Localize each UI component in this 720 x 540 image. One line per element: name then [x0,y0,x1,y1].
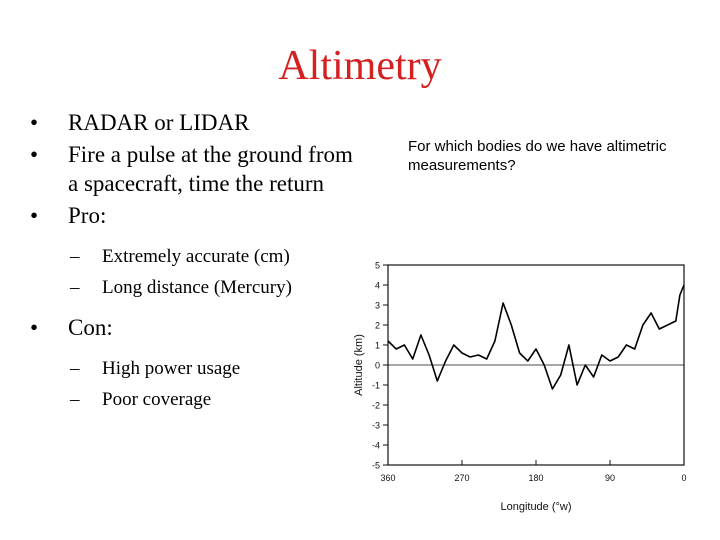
bullet-marker: • [30,142,39,167]
y-tick-label: -5 [371,460,380,471]
sub-bullet-item [70,384,360,415]
x-axis-label: Longitude (°w) [500,501,572,513]
altitude-chart [348,255,698,520]
y-axis-label: Altitude (km) [353,334,365,396]
x-tick-label: 0 [681,473,687,483]
x-tick-label: 270 [454,473,470,483]
slide-title: Altimetry [278,43,442,89]
dash-marker: – [70,246,80,267]
sub-bullet-text: Extremely accurate (cm) [102,246,290,267]
y-axis [372,261,388,471]
x-tick-label: 90 [604,473,616,483]
bullet-list [30,108,360,425]
dash-marker: – [70,358,80,379]
bullet-text: Fire a pulse at the ground from a spacecraft, time the return [68,142,353,196]
question-text: For which bodies do we have altimetric measurements? [408,138,667,174]
y-tick-label: 0 [374,360,380,371]
y-tick-label: 5 [374,260,380,271]
sub-bullet-item [70,241,360,272]
bullet-text: Con: [68,315,113,340]
y-tick-label: -2 [371,400,380,411]
y-tick-label: 3 [374,300,380,311]
sub-bullet-text: Poor coverage [102,389,212,410]
bullet-item [30,108,360,137]
y-tick-label: 2 [374,320,380,331]
bullet-item [30,140,360,198]
bullet-item [30,201,360,230]
y-tick-label: -3 [371,420,380,431]
y-tick-label: -4 [371,440,380,451]
dash-marker: – [70,389,80,410]
bullet-marker: • [30,110,39,135]
bullet-marker: • [30,315,39,340]
sub-bullet-item [70,353,360,384]
bullet-item [30,313,360,342]
y-tick-label: 4 [374,280,380,291]
altitude-series-line [388,285,684,389]
sub-bullet-text: Long distance (Mercury) [102,277,292,298]
x-tick-label: 180 [528,473,544,483]
bullet-text: RADAR or LIDAR [68,110,250,135]
sub-bullet-item [70,272,360,303]
x-tick-label: 360 [380,473,396,483]
bullet-text: Pro: [68,203,107,228]
sub-bullet-list [30,241,360,303]
y-tick-label: 1 [374,340,380,351]
dash-marker: – [70,277,80,298]
sub-bullet-list [30,353,360,415]
x-axis [380,460,686,483]
sub-bullet-text: High power usage [102,358,241,379]
bullet-marker: • [30,203,39,228]
y-tick-label: -1 [371,380,380,391]
